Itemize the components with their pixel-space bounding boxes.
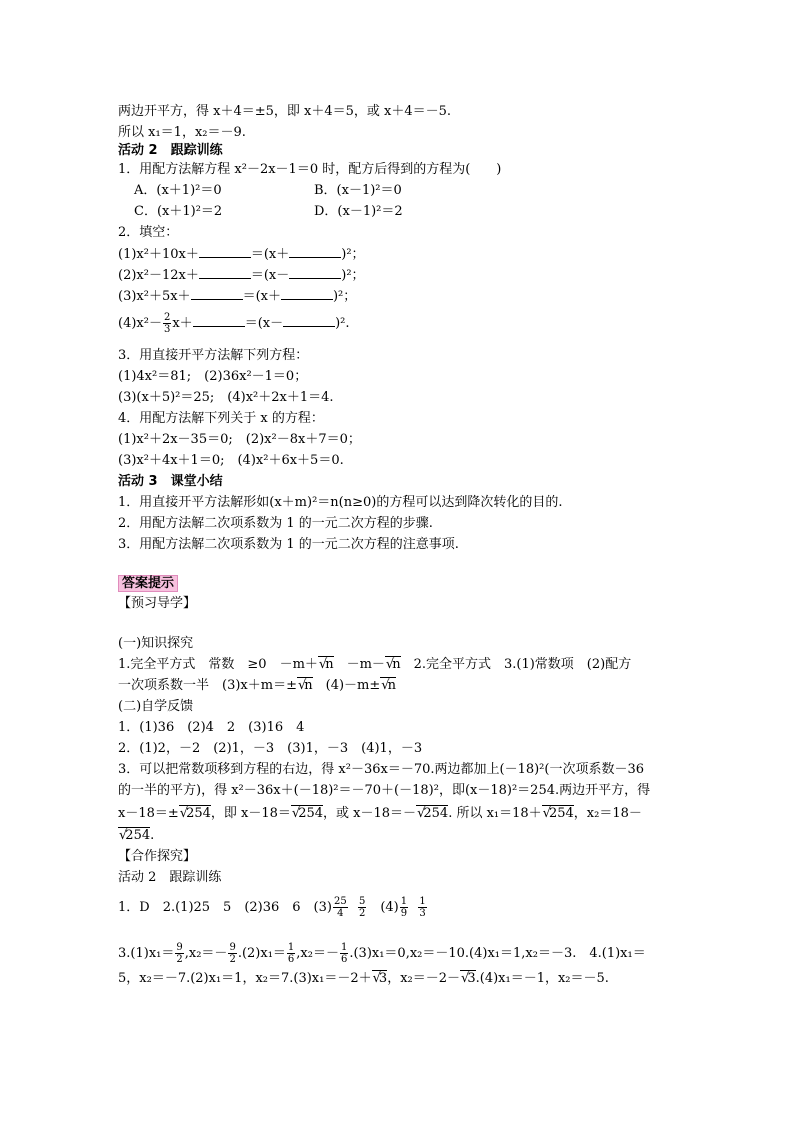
text-line: (3)(x＋5)²＝25; (4)x²＋2x＋1＝4. bbox=[118, 390, 334, 405]
summary-1: 1．用直接开平方法解形如(x＋m)²＝n(n≥0)的方程可以达到降次转化的目的. bbox=[118, 495, 563, 510]
text-line: (3)x²＋4x＋1＝0; (4)x²＋6x＋5＝0. bbox=[118, 453, 344, 468]
text-line: 两边开平方，得 x＋4＝±5，即 x＋4＝5，或 x＋4＝－5. bbox=[118, 104, 452, 119]
question-3: 3．用直接开平方法解下列方程： bbox=[118, 348, 309, 363]
text-line: (1)x²＋2x－35＝0; (2)x²－8x＋7＝0； bbox=[118, 432, 361, 447]
option-c: C．(x＋1)²＝2 bbox=[134, 204, 223, 219]
summary-3: 3．用配方法解二次项系数为 1 的一元二次方程的注意事项. bbox=[118, 537, 459, 552]
question-1: 1．用配方法解方程 x²－2x－1＝0 时，配方后得到的方程为( ) bbox=[118, 162, 502, 177]
text-line: 1．D 2.(1)25 5 (2)36 6 (3) $\frac{25}{4}$ $\frac{5}{2}$ (4) $\frac{1}{9}$ $\frac{1}{3}$ bbox=[118, 896, 426, 919]
text-line: 3．可以把常数项移到方程的右边，得 x²－36x＝－70.两边都加上(－18)²(一次项系数－36 bbox=[118, 762, 645, 777]
text-line: 的一半的平方)，得 x²－36x＋(－18)²＝－70＋(－18)²，即(x－18)²＝254.两边开平方，得 bbox=[118, 783, 651, 798]
text-line: 1．(1)36 (2)4 2 (3)16 4 bbox=[118, 720, 305, 735]
fraction: $\frac{2}{3}$ bbox=[163, 312, 171, 335]
section-heading: 【预习导学】 bbox=[118, 596, 197, 611]
fill-line-4: (4)x²－ $\frac{2}{3}$ x＋ ＝(x－ )². bbox=[118, 312, 350, 335]
text-line: 3.(1)x₁＝ $\frac{9}{2}$ ,x₂＝－ $\frac{9}{2}$ .(2)x₁＝ $\frac{1}{6}$ ,x₂＝－ $\frac{1}{6}$ .(3)x₁＝0,x₂＝－10.(4)x₁＝1,x₂＝－3. 4.(1)x₁＝ bbox=[118, 942, 646, 965]
sub-heading: (二)自学反馈 bbox=[118, 699, 194, 714]
section-heading: 活动 2 跟踪训练 bbox=[118, 143, 223, 158]
question-2: 2．填空： bbox=[118, 225, 179, 240]
fill-line-3: (3)x²＋5x＋ ＝(x＋ )²； bbox=[118, 289, 357, 304]
fill-line-1: (1)x²＋10x＋ ＝(x＋ )²； bbox=[118, 247, 365, 262]
answer-badge: 答案提示 bbox=[118, 576, 178, 592]
question-4: 4．用配方法解下列关于 x 的方程： bbox=[118, 411, 324, 426]
text-line: 所以 x₁＝1，x₂＝－9. bbox=[118, 125, 246, 140]
text-line: 活动 2 跟踪训练 bbox=[118, 870, 222, 885]
sub-heading: (一)知识探究 bbox=[118, 636, 194, 651]
summary-2: 2．用配方法解二次项系数为 1 的一元二次方程的步骤. bbox=[118, 516, 433, 531]
section-heading: 活动 3 课堂小结 bbox=[118, 474, 223, 489]
text-line: (1)4x²＝81; (2)36x²－1＝0； bbox=[118, 369, 308, 384]
text-line: 2．(1)2，－2 (2)1，－3 (3)1，－3 (4)1，－3 bbox=[118, 741, 423, 756]
section-heading: 【合作探究】 bbox=[118, 849, 197, 864]
option-d: D．(x－1)²＝2 bbox=[314, 204, 403, 219]
option-b: B．(x－1)²＝0 bbox=[314, 183, 402, 198]
text-line: 1.完全平方式 常数 ≥0 －m＋√ n －m－√ n 2.完全平方式 3.(1)常数项 (2)配方 bbox=[118, 657, 631, 673]
option-a: A．(x＋1)²＝0 bbox=[134, 183, 222, 198]
fill-line-2: (2)x²－12x＋ ＝(x－ )²； bbox=[118, 268, 365, 283]
text-line: x－18＝±√ 254，即 x－18＝√ 254，或 x－18＝－√ 254. 所以 x₁＝18＋√ 254，x₂＝18－ bbox=[118, 806, 642, 822]
text-line: √ 254. bbox=[118, 828, 154, 844]
text-line: 5，x₂＝－7.(2)x₁＝1，x₂＝7.(3)x₁＝－2＋√ 3，x₂＝－2－√ 3.(4)x₁＝－1，x₂＝－5. bbox=[118, 971, 609, 987]
text-line: 一次项系数一半 (3)x＋m＝±√ n (4)－m±√ n bbox=[118, 678, 396, 694]
